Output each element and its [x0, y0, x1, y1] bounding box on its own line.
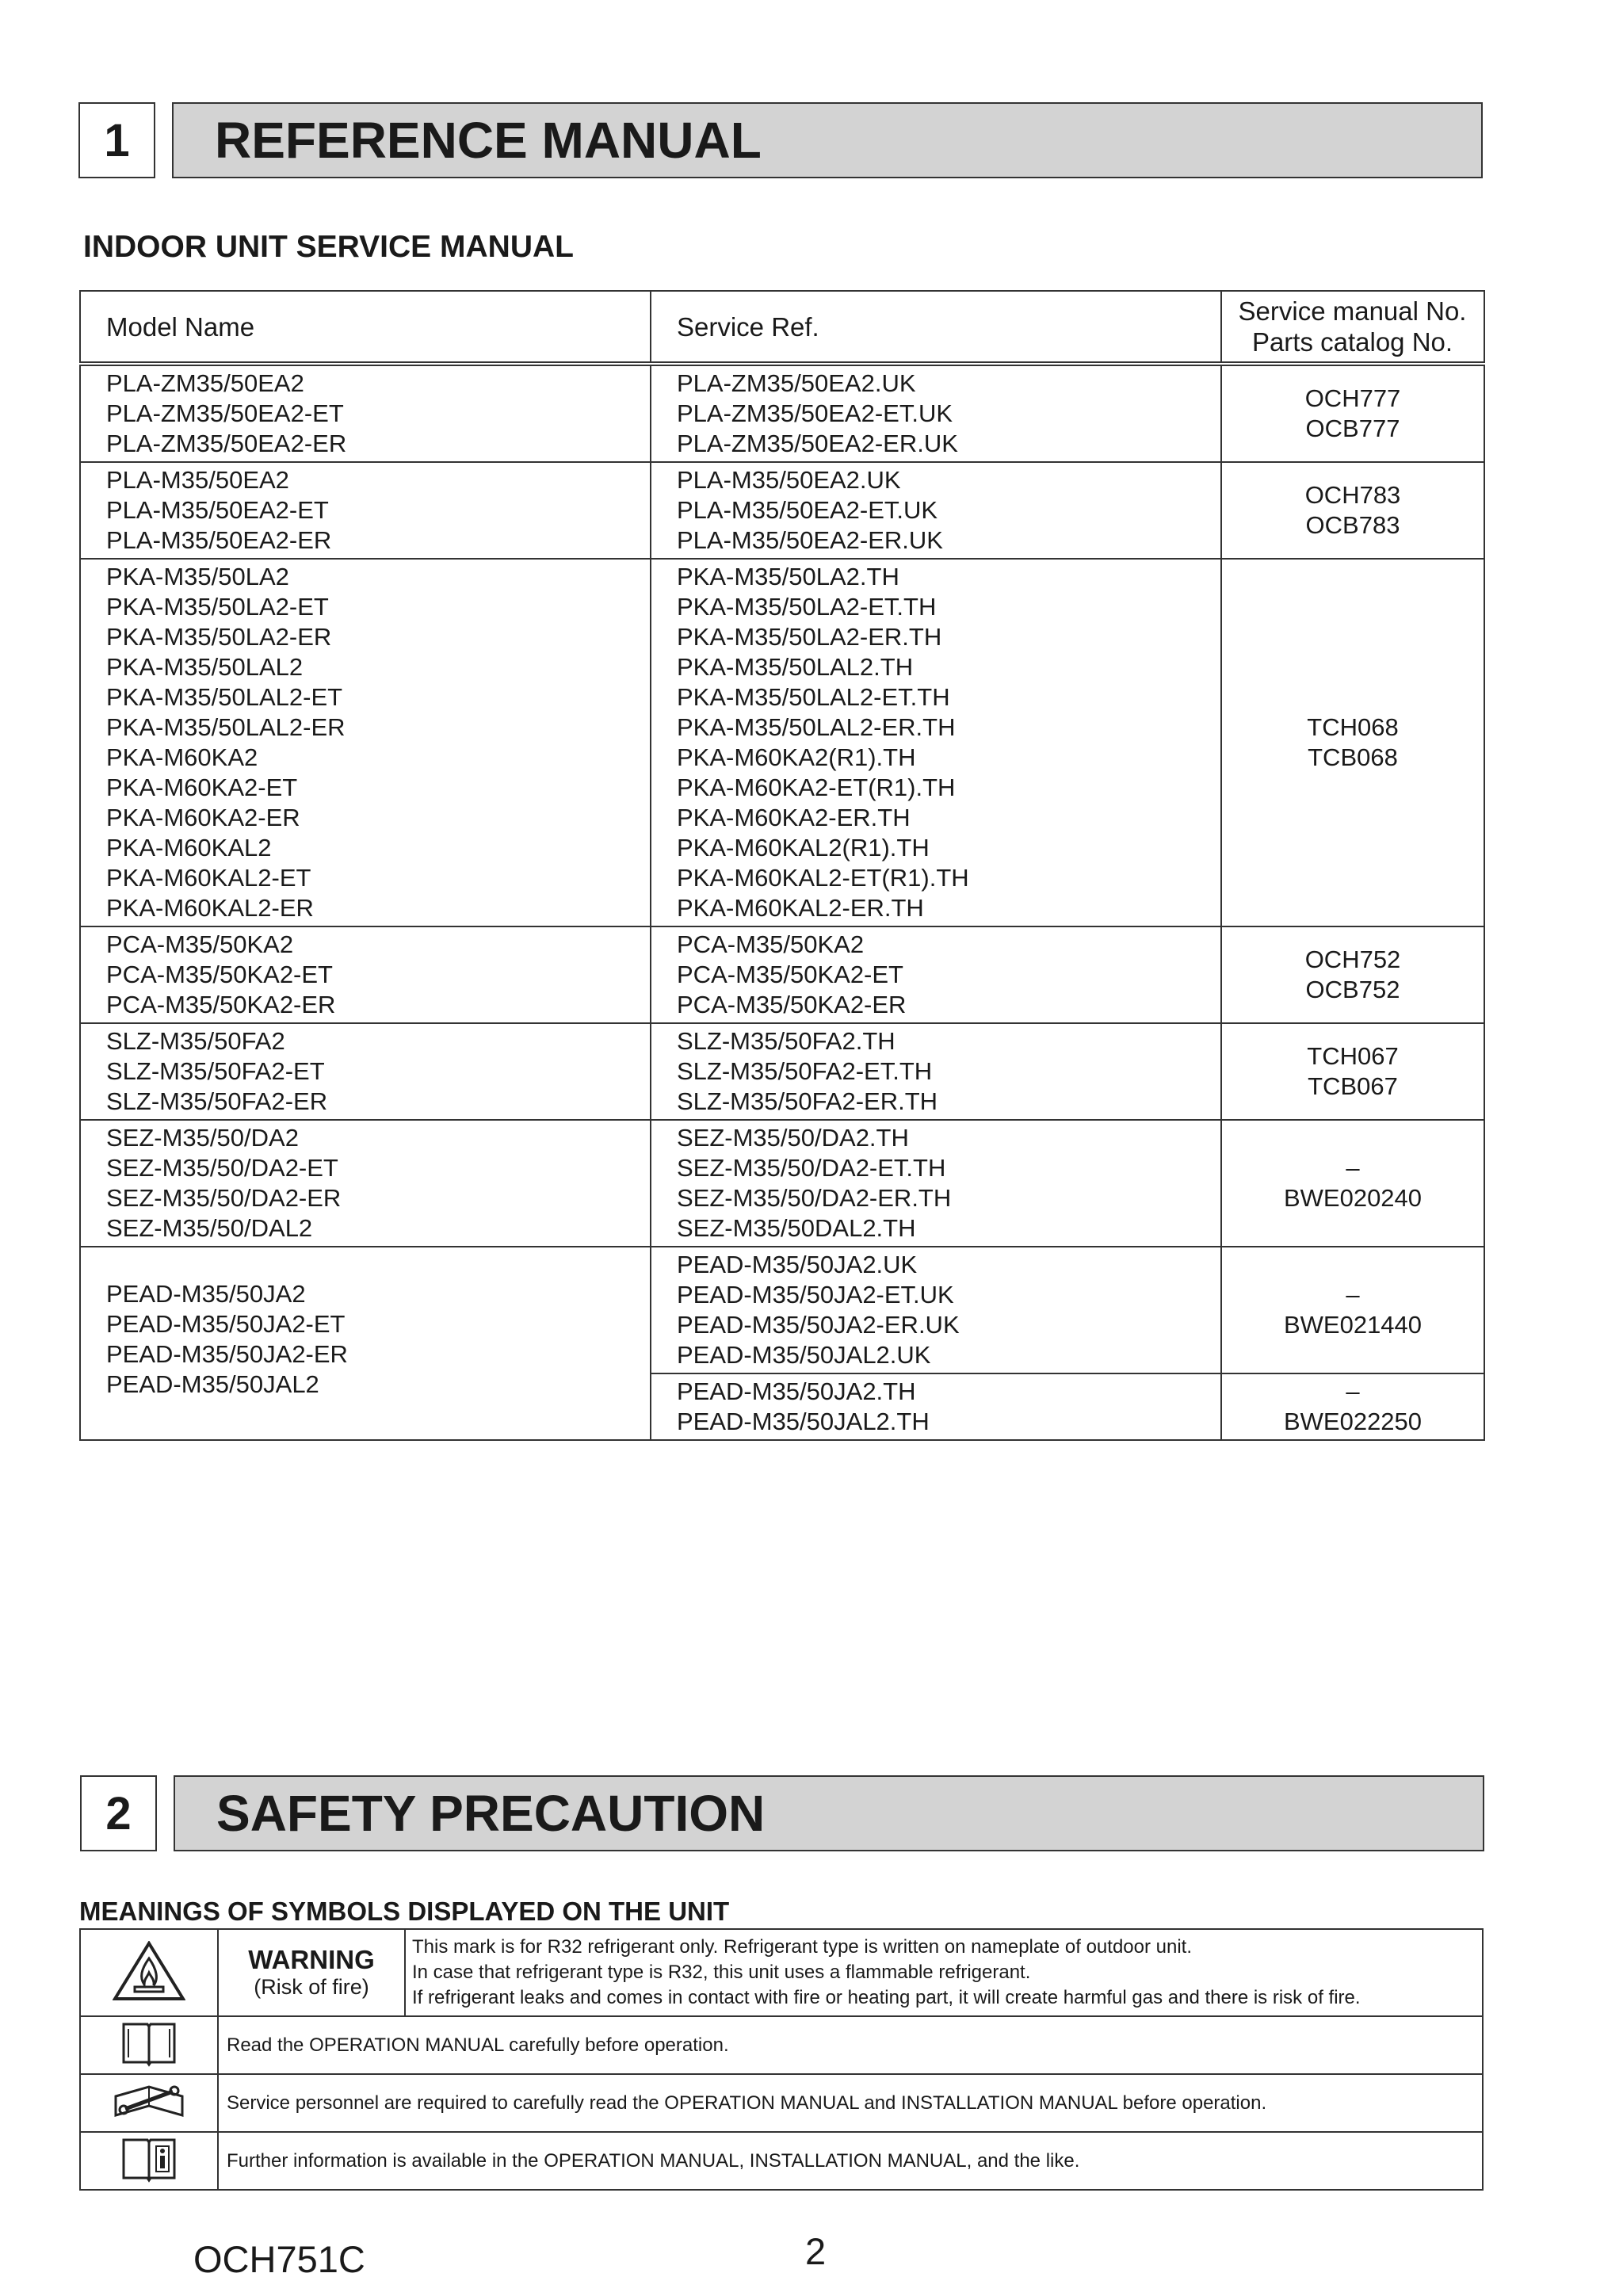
model-name-cell-line: PLA-M35/50EA2-ET: [106, 496, 329, 524]
warning-line: This mark is for R32 refrigerant only. Refrigerant type is written on nameplate of outdoor unit.: [412, 1936, 1193, 1958]
model-name-cell-line: PLA-ZM35/50EA2-ET: [106, 399, 344, 427]
manual-number-cell-line: –: [1346, 1377, 1360, 1405]
model-name-cell-line: PEAD-M35/50JA2-ET: [106, 1310, 346, 1338]
model-name-cell: [80, 462, 651, 559]
warning-line: In case that refrigerant type is R32, this unit uses a flammable refrigerant.: [412, 1962, 1031, 1983]
manual-number-cell: [1221, 926, 1484, 1023]
service-ref-cell-line: PEAD-M35/50JAL2.UK: [677, 1341, 931, 1369]
service-ref-cell-line: PEAD-M35/50JA2-ER.UK: [677, 1311, 960, 1339]
header-service-manual-no: Service manual No.: [1238, 296, 1467, 326]
service-ref-cell-line: PEAD-M35/50JA2.TH: [677, 1377, 916, 1405]
model-name-cell-line: PKA-M35/50LA2-ER: [106, 623, 332, 651]
manual-number-cell-line: OCH777: [1304, 384, 1401, 412]
table-row: [80, 1023, 1484, 1120]
symbol-description: Service personnel are required to carefully read the OPERATION MANUAL and INSTALLATION MANUAL before operation.: [218, 2074, 1483, 2132]
manual-number-cell-line: OCB777: [1305, 415, 1400, 442]
service-ref-cell: [651, 1373, 1221, 1440]
model-name-cell-line: PKA-M60KA2: [106, 743, 258, 771]
model-name-cell-line: PLA-M35/50EA2: [106, 466, 289, 494]
model-name-cell-line: PKA-M60KA2-ER: [106, 804, 300, 831]
model-name-cell-line: PKA-M35/50LAL2-ER: [106, 713, 346, 741]
service-ref-cell-line: PKA-M35/50LAL2.TH: [677, 653, 914, 681]
table-row: [80, 462, 1484, 559]
service-ref-cell-line: PEAD-M35/50JAL2.TH: [677, 1408, 930, 1435]
manual-number-cell-line: –: [1346, 1154, 1360, 1182]
model-name-cell: [80, 1120, 651, 1247]
manual-number-cell-line: BWE020240: [1283, 1184, 1423, 1212]
service-ref-cell-line: PKA-M60KA2(R1).TH: [677, 743, 916, 771]
model-name-cell-line: PLA-ZM35/50EA2: [106, 369, 304, 397]
model-name-cell: [80, 1023, 651, 1120]
section-title: REFERENCE MANUAL: [172, 102, 1483, 178]
model-name-cell: [80, 364, 651, 462]
model-name-cell-line: PCA-M35/50KA2-ER: [106, 991, 336, 1018]
manual-number-cell: [1221, 462, 1484, 559]
manual-number-cell-line: OCB752: [1305, 976, 1400, 1003]
section-number: 1: [78, 102, 155, 178]
table-row: [80, 1120, 1484, 1247]
section-number: 2: [80, 1775, 157, 1851]
model-name-cell: [80, 559, 651, 926]
warning-text: [405, 1929, 1483, 2016]
manual-number-cell-line: OCB783: [1305, 511, 1400, 539]
model-name-cell-line: PLA-M35/50EA2-ER: [106, 526, 332, 554]
model-name-cell-line: PEAD-M35/50JA2-ER: [106, 1340, 348, 1368]
manual-number-cell-line: OCH783: [1304, 481, 1401, 509]
symbol-row: [80, 2016, 1483, 2074]
service-ref-cell: [651, 1023, 1221, 1120]
manual-number-cell: [1221, 364, 1484, 462]
model-name-cell-line: PLA-ZM35/50EA2-ER: [106, 430, 347, 457]
symbols-heading: MEANINGS OF SYMBOLS DISPLAYED ON THE UNIT: [79, 1897, 730, 1926]
model-name-cell-line: PKA-M60KAL2-ET: [106, 864, 311, 892]
service-ref-cell: [651, 364, 1221, 462]
warning-label: [218, 1929, 405, 2016]
service-ref-cell-line: PKA-M35/50LA2-ER.TH: [677, 623, 942, 651]
model-name-cell-line: PKA-M60KAL2-ER: [106, 894, 314, 922]
manual-number-cell: [1221, 559, 1484, 926]
service-ref-cell-line: PKA-M60KAL2-ET(R1).TH: [677, 864, 969, 892]
warning-title: WARNING: [248, 1945, 375, 1974]
document-code: OCH751C: [193, 2238, 365, 2280]
page-number: 2: [805, 2230, 827, 2272]
service-ref-cell-line: SEZ-M35/50/DA2-ER.TH: [677, 1184, 952, 1212]
warning-line: If refrigerant leaks and comes in contact with fire or heating part, it will create harmful gas and there is risk of fire.: [412, 1987, 1361, 2008]
table-row: [80, 926, 1484, 1023]
table-heading: INDOOR UNIT SERVICE MANUAL: [83, 230, 574, 264]
service-ref-cell: [651, 1120, 1221, 1247]
manual-number-cell: [1221, 1247, 1484, 1373]
model-name-cell-line: PKA-M35/50LAL2: [106, 653, 304, 681]
model-name-cell-line: PKA-M60KAL2: [106, 834, 272, 861]
service-ref-cell-line: PKA-M35/50LA2-ET.TH: [677, 593, 937, 621]
service-ref-cell-line: PKA-M60KA2-ER.TH: [677, 804, 911, 831]
section-title: SAFETY PRECAUTION: [174, 1775, 1484, 1851]
service-ref-cell-line: PLA-ZM35/50EA2-ER.UK: [677, 430, 958, 457]
service-manual-icon: [80, 2074, 218, 2132]
model-name-cell-line: SLZ-M35/50FA2: [106, 1027, 285, 1055]
model-name-cell: [80, 1247, 651, 1440]
model-name-cell-line: PCA-M35/50KA2: [106, 930, 294, 958]
manual-number-cell-line: TCB068: [1308, 743, 1398, 771]
service-ref-cell-line: PLA-M35/50EA2-ER.UK: [677, 526, 943, 554]
manual-number-cell-line: BWE022250: [1283, 1408, 1423, 1435]
service-ref-cell-line: PLA-M35/50EA2-ET.UK: [677, 496, 938, 524]
manual-number-cell: [1221, 1120, 1484, 1247]
service-ref-cell-line: PLA-ZM35/50EA2-ET.UK: [677, 399, 953, 427]
manual-number-cell-line: BWE021440: [1283, 1311, 1423, 1339]
table-row: [80, 364, 1484, 462]
model-name-cell-line: SEZ-M35/50/DA2-ET: [106, 1154, 338, 1182]
model-name-cell-line: PKA-M35/50LAL2-ET: [106, 683, 343, 711]
service-ref-cell-line: PEAD-M35/50JA2-ET.UK: [677, 1281, 954, 1308]
service-ref-cell: [651, 926, 1221, 1023]
model-name-cell-line: PKA-M35/50LA2-ET: [106, 593, 329, 621]
model-name-cell-line: SEZ-M35/50/DA2-ER: [106, 1184, 342, 1212]
service-ref-cell-line: SEZ-M35/50/DA2.TH: [677, 1124, 909, 1152]
manual-number-cell-line: TCB067: [1308, 1072, 1398, 1100]
service-ref-cell: [651, 462, 1221, 559]
header-parts-catalog-no: Parts catalog No.: [1251, 327, 1453, 357]
manual-number-cell-line: TCH068: [1307, 713, 1399, 741]
symbol-description: Further information is available in the OPERATION MANUAL, INSTALLATION MANUAL, and the like.: [218, 2132, 1483, 2190]
service-ref-cell-line: PCA-M35/50KA2-ET: [677, 961, 903, 988]
service-ref-cell-line: PKA-M60KAL2-ER.TH: [677, 894, 924, 922]
manual-number-cell-line: TCH067: [1307, 1042, 1399, 1070]
header-model-name: Model Name: [80, 291, 651, 364]
service-ref-cell-line: SEZ-M35/50/DA2-ET.TH: [677, 1154, 946, 1182]
symbol-row: [80, 2132, 1483, 2190]
service-ref-cell: [651, 1247, 1221, 1373]
flammable-warning-icon: [80, 1929, 218, 2016]
model-name-cell: [80, 926, 651, 1023]
header-manual-numbers: [1221, 291, 1484, 364]
model-name-cell-line: PCA-M35/50KA2-ET: [106, 961, 333, 988]
model-name-cell-line: SLZ-M35/50FA2-ET: [106, 1057, 325, 1085]
model-name-cell-line: SEZ-M35/50/DAL2: [106, 1214, 313, 1242]
model-name-cell-line: PEAD-M35/50JA2: [106, 1280, 306, 1308]
manual-number-cell-line: –: [1346, 1281, 1360, 1308]
manual-number-cell: [1221, 1373, 1484, 1440]
warning-subtitle: (Risk of fire): [254, 1975, 369, 1999]
model-name-cell-line: PEAD-M35/50JAL2: [106, 1370, 319, 1398]
service-ref-cell: [651, 559, 1221, 926]
model-name-cell-line: SEZ-M35/50/DA2: [106, 1124, 299, 1152]
service-ref-cell-line: PKA-M35/50LA2.TH: [677, 563, 899, 590]
symbols-table: [79, 1928, 1484, 2191]
table-row: [80, 559, 1484, 926]
service-ref-cell-line: PEAD-M35/50JA2.UK: [677, 1251, 918, 1278]
service-ref-cell-line: PLA-M35/50EA2.UK: [677, 466, 901, 494]
service-manual-table: [79, 290, 1485, 1441]
service-ref-cell-line: PCA-M35/50KA2-ER: [677, 991, 907, 1018]
warning-row: [80, 1929, 1483, 2016]
service-ref-cell-line: PKA-M60KAL2(R1).TH: [677, 834, 930, 861]
service-ref-cell-line: PLA-ZM35/50EA2.UK: [677, 369, 916, 397]
service-ref-cell-line: PCA-M35/50KA2: [677, 930, 865, 958]
model-name-cell-line: PKA-M35/50LA2: [106, 563, 289, 590]
information-manual-icon: [80, 2132, 218, 2190]
service-ref-cell-line: PKA-M60KA2-ET(R1).TH: [677, 774, 956, 801]
service-ref-cell-line: PKA-M35/50LAL2-ET.TH: [677, 683, 950, 711]
operation-manual-icon: [80, 2016, 218, 2074]
service-ref-cell-line: SEZ-M35/50DAL2.TH: [677, 1214, 916, 1242]
table-header-row: [80, 291, 1484, 364]
symbol-row: [80, 2074, 1483, 2132]
service-ref-cell-line: SLZ-M35/50FA2-ER.TH: [677, 1087, 938, 1115]
model-name-cell-line: PKA-M60KA2-ET: [106, 774, 298, 801]
model-name-cell-line: SLZ-M35/50FA2-ER: [106, 1087, 328, 1115]
header-service-ref: Service Ref.: [651, 291, 1221, 364]
manual-number-cell: [1221, 1023, 1484, 1120]
table-row: [80, 1247, 1484, 1373]
manual-number-cell-line: OCH752: [1304, 946, 1401, 973]
symbol-description: Read the OPERATION MANUAL carefully before operation.: [218, 2016, 1483, 2074]
service-ref-cell-line: PKA-M35/50LAL2-ER.TH: [677, 713, 956, 741]
service-ref-cell-line: SLZ-M35/50FA2-ET.TH: [677, 1057, 933, 1085]
service-ref-cell-line: SLZ-M35/50FA2.TH: [677, 1027, 896, 1055]
